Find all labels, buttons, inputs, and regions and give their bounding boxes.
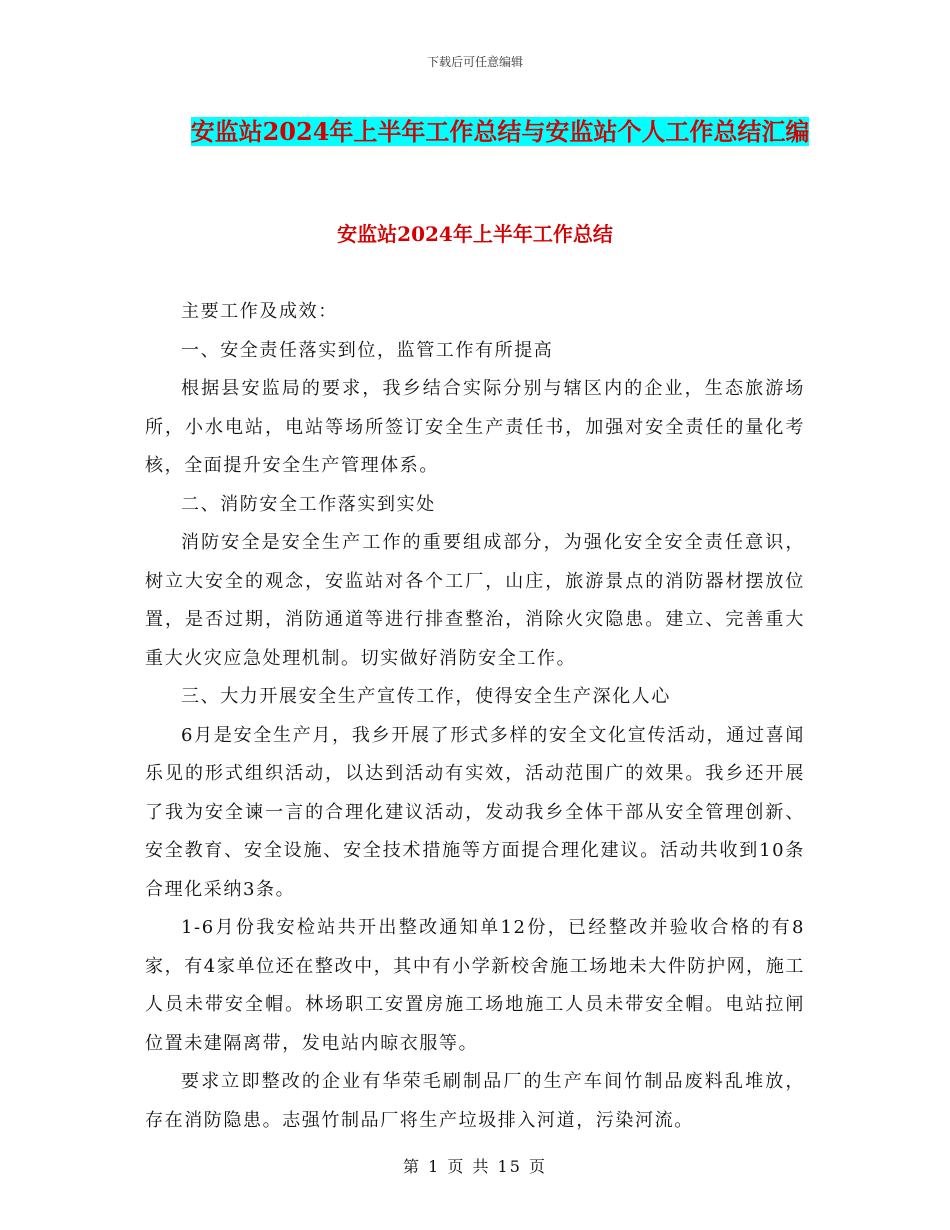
paragraph: 1-6月份我安检站共开出整改通知单12份，已经整改并验收合格的有8家，有4家单位还在整改中，其中有小学新校舍施工场地未大件防护网，施工人员未带安全帽。林场职工安置房施工场地施工人员未带安全帽。电站拉闸位置未建隔离带，发电站内晾衣服等。 <box>145 917 805 1054</box>
section-title: 安监站2024年上半年工作总结 <box>337 222 613 246</box>
paragraph: 6月是安全生产月，我乡开展了形式多样的安全文化宣传活动，通过喜闻乐见的形式组织活动，以达到活动有实效，活动范围广的效果。我乡还开展了我为安全谏一言的合理化建议活动，发动我乡全体干部从安全管理创新、安全教育、安全设施、安全技术措施等方面提合理化建议。活动共收到10条合理化采纳3条。 <box>145 724 805 900</box>
paragraph: 要求立即整改的企业有华荣毛刷制品厂的生产车间竹制品废料乱堆放，存在消防隐患。志强竹制品厂将生产垃圾排入河道，污染河流。 <box>145 1071 805 1131</box>
document-title-text: 安监站2024年上半年工作总结与安监站个人工作总结汇编 <box>190 117 810 146</box>
paragraph: 三、大力开展安全生产宣传工作，使得安全生产深化人心 <box>181 686 671 707</box>
page-footer: 第 1 页 共 15 页 <box>403 1157 547 1176</box>
paragraph: 消防安全是安全生产工作的重要组成部分，为强化安全安全责任意识，树立大安全的观念，安监站对各个工厂，山庄，旅游景点的消防器材摆放位置，是否过期，消防通道等进行排查整治，消除火灾隐患。建立、完善重大重大火灾应急处理机制。切实做好消防安全工作。 <box>145 532 805 669</box>
paragraph: 根据县安监局的要求，我乡结合实际分别与辖区内的企业，生态旅游场所，小水电站，电站等场所签订安全生产责任书，加强对安全责任的量化考核，全面提升安全生产管理体系。 <box>145 378 805 476</box>
paragraph: 一、安全责任落实到位，监管工作有所提高 <box>181 339 554 361</box>
paragraph: 主要工作及成效： <box>181 301 338 322</box>
paragraph: 二、消防安全工作落实到实处 <box>181 493 436 515</box>
header-note: 下载后可任意编辑 <box>426 55 523 69</box>
document-title <box>140 111 860 153</box>
document-body <box>145 293 805 1140</box>
